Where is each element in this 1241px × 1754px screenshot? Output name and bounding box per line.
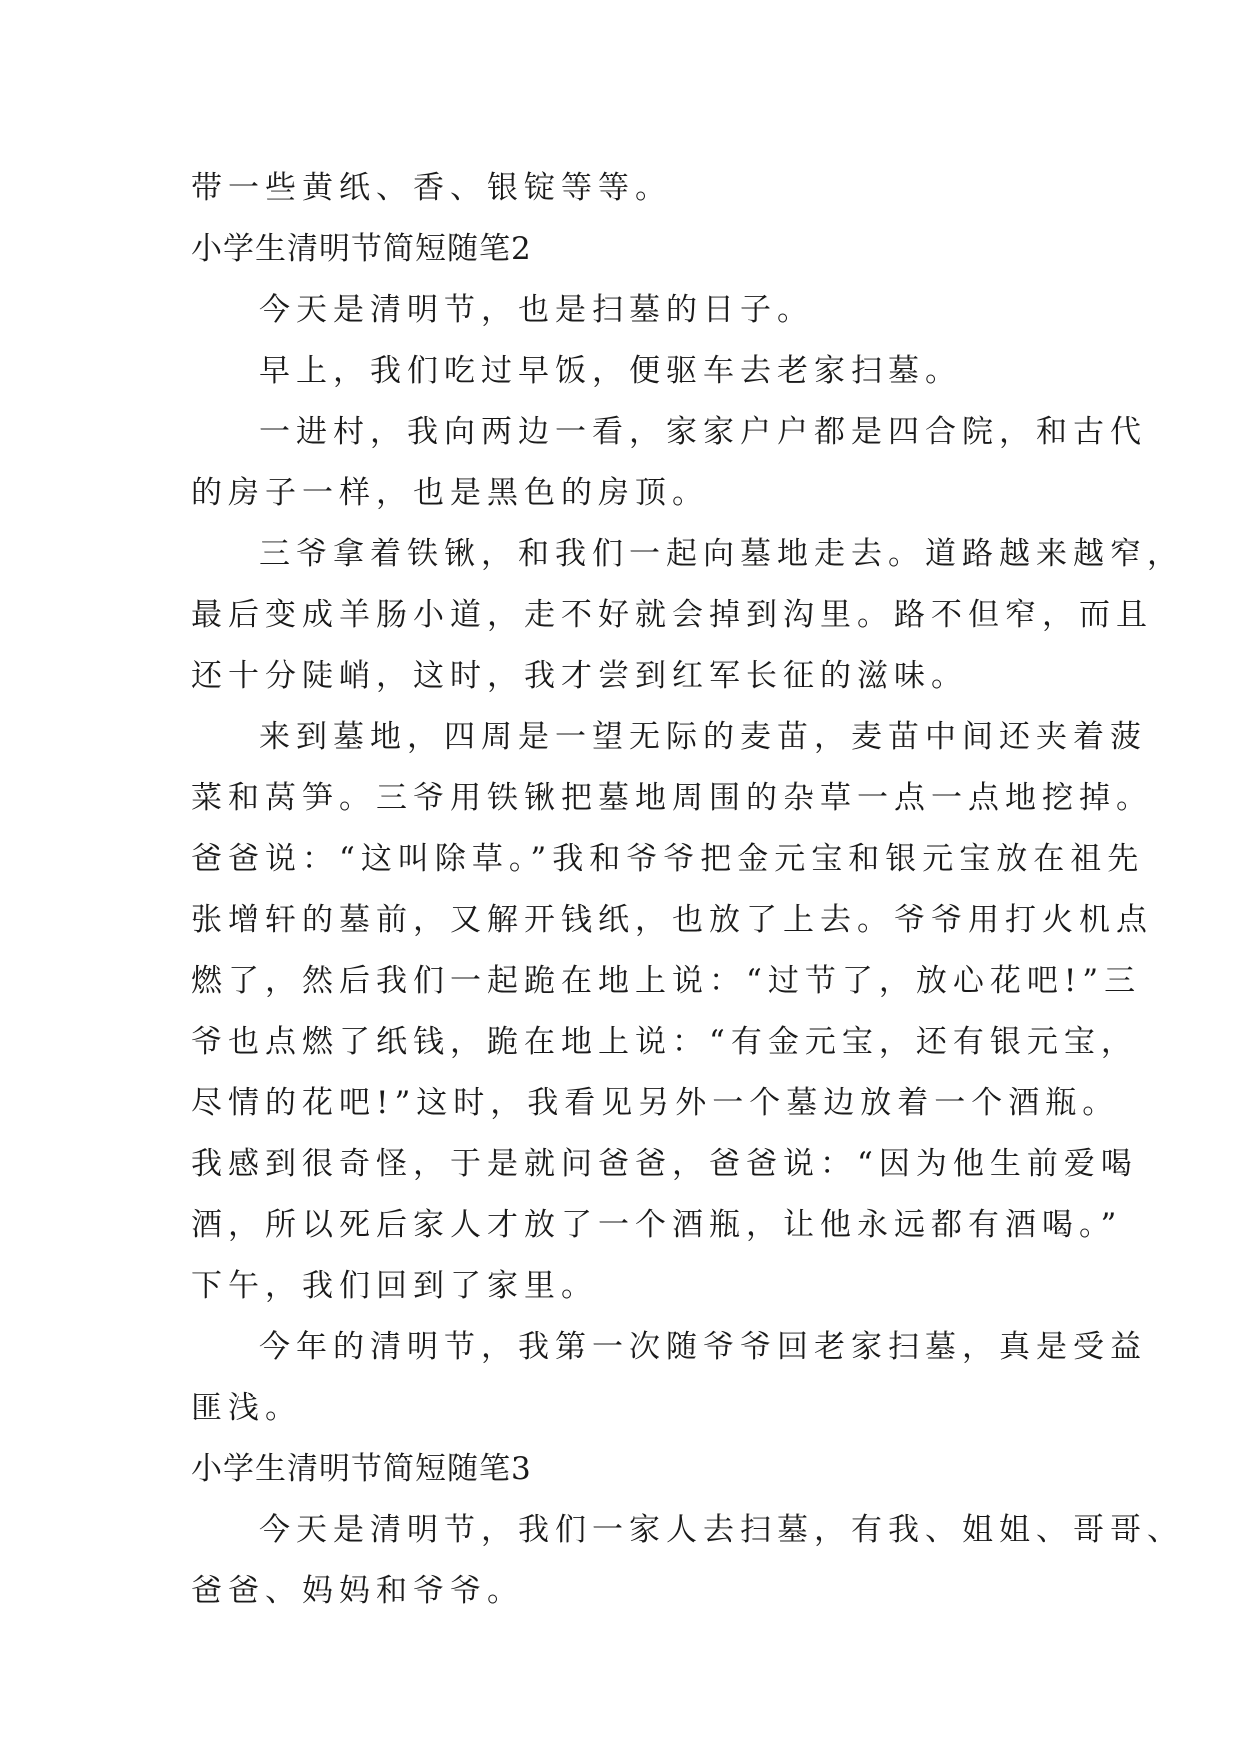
document-body [191, 158, 1184, 1622]
paragraph-line: 我感到很奇怪，于是就问爸爸，爸爸说：“因为他生前爱喝 [191, 1146, 1138, 1182]
paragraph-line: 今天是清明节，也是扫墓的日子。 [259, 292, 814, 328]
section-heading: 小学生清明节简短随笔2 [191, 231, 532, 267]
paragraph-line: 尽情的花吧!”这时，我看见另外一个墓边放着一个酒瓶。 [191, 1085, 1120, 1121]
paragraph-line: 今天是清明节，我们一家人去扫墓，有我、姐姐、哥哥、 [259, 1512, 1184, 1548]
paragraph-line: 爸爸说：“这叫除草。”我和爷爷把金元宝和银元宝放在祖先 [191, 841, 1145, 877]
paragraph-line: 爷也点燃了纸钱，跪在地上说：“有金元宝，还有银元宝， [191, 1024, 1138, 1060]
section-heading: 小学生清明节简短随笔3 [191, 1451, 532, 1487]
paragraph-line: 爸爸、妈妈和爷爷。 [191, 1573, 524, 1609]
paragraph-line: 下午，我们回到了家里。 [191, 1268, 598, 1304]
paragraph-line: 最后变成羊肠小道，走不好就会掉到沟里。路不但窄，而且 [191, 597, 1153, 633]
paragraph-line: 匪浅。 [191, 1390, 302, 1426]
paragraph-line: 张增轩的墓前，又解开钱纸，也放了上去。爷爷用打火机点 [191, 902, 1153, 938]
paragraph-line: 还十分陡峭，这时，我才尝到红军长征的滋味。 [191, 658, 968, 694]
paragraph-line: 菜和莴笋。三爷用铁锹把墓地周围的杂草一点一点地挖掉。 [191, 780, 1153, 816]
paragraph-line: 燃了，然后我们一起跪在地上说：“过节了，放心花吧!”三 [191, 963, 1142, 999]
paragraph-line: 来到墓地，四周是一望无际的麦苗，麦苗中间还夹着菠 [259, 719, 1147, 755]
paragraph-line: 三爷拿着铁锹，和我们一起向墓地走去。道路越来越窄， [259, 536, 1184, 572]
paragraph-line: 带一些黄纸、香、银锭等等。 [191, 170, 672, 206]
paragraph-line: 一进村，我向两边一看，家家户户都是四合院，和古代 [259, 414, 1147, 450]
paragraph-line: 今年的清明节，我第一次随爷爷回老家扫墓，真是受益 [259, 1329, 1147, 1365]
paragraph-line: 的房子一样，也是黑色的房顶。 [191, 475, 709, 511]
paragraph-line: 酒，所以死后家人才放了一个酒瓶，让他永远都有酒喝。” [191, 1207, 1123, 1243]
paragraph-line: 早上，我们吃过早饭，便驱车去老家扫墓。 [259, 353, 962, 389]
